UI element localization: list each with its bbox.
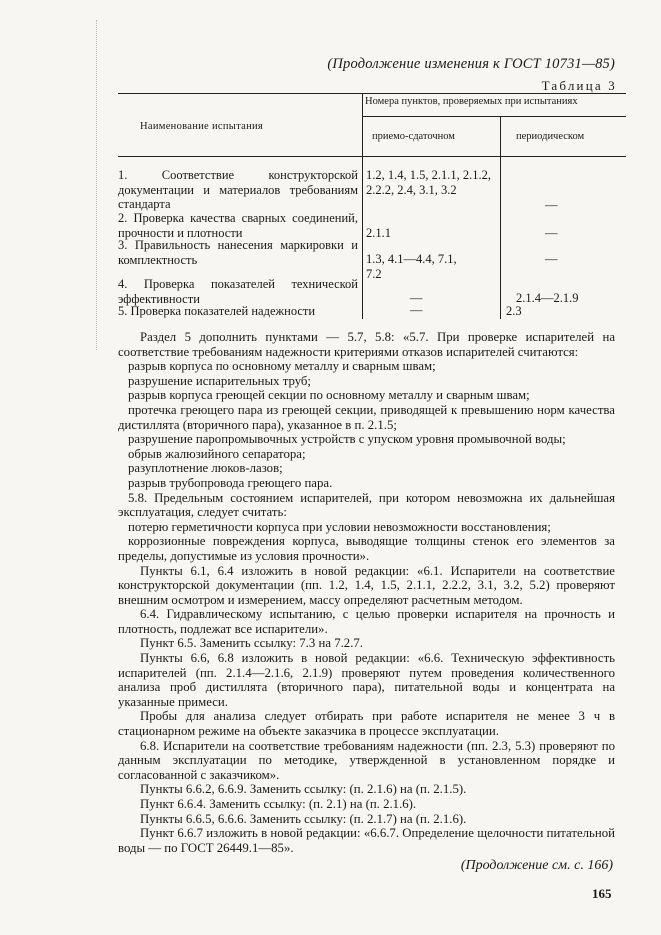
paragraph: разрыв корпуса по основному металлу и сварным швам; [128,359,436,374]
continuation-header: (Продолжение изменения к ГОСТ 10731—85) [327,56,615,72]
continuation-footer: (Продолжение см. с. 166) [460,858,613,873]
paragraph: 6.8. Испарители на соответствие требованиям надежности (пп. 2.3, 5.3) проверяют по данным эксплуатации по методике, утвержденной в установленном порядке и согласованной с заказчиком». [118,738,615,782]
paragraph: разрыв корпуса греющей секции по основному металлу и сварным швам; [128,388,530,403]
table-row-name: 5. Проверка показателей надежности [118,304,316,318]
paragraph: Пункт 6.6.7 изложить в новой редакции: «6.6.7. Определение щелочности питательной воды — по ГОСТ 26449.1—85». [118,826,615,855]
table-label: Таблица 3 [541,78,617,93]
table-row-name: 1. Соответствие конструкторской документации и материалов требованиям стандарта [118,168,358,211]
table-header-rule [118,156,626,157]
paragraph: Пробы для анализа следует отбирать при работе испарителя не менее 3 ч в стационарном режиме на объекте заказчика в процессе эксплуатации. [118,709,615,739]
paragraph: протечка греющего пара из греющей секции, приводящей к превышению норм качества дистиллята (вторичного пара), указанное в п. 2.1.5; [118,402,615,432]
table-cell-acceptance: 1.2, 1.4, 1.5, 2.1.1, 2.1.2, 2.2.2, 2.4, 3.1, 3.2 [366,168,491,197]
paragraph: Пункты 6.6, 6.8 изложить в новой редакции: «6.6. Техническую эффективность испарителей (пп. 2.1.4—2.1.6, 2.1.9) проверяют путем проведения количественного анализа проб дистиллята (вторичного пара), питательной воды и концентрата на указанные примеси. [118,651,615,709]
paragraph: обрыв жалюзийного сепаратора; [128,446,306,461]
page-number: 165 [592,886,612,901]
paragraph: Пункты 6.6.2, 6.6.9. Заменить ссылку: (п. 2.1.6) на (п. 2.1.5). [140,782,467,797]
table-top-rule [118,93,626,94]
table-header-group: Номера пунктов, проверяемых при испытаниях [365,96,578,107]
paragraph: Раздел 5 дополнить пунктами — 5.7, 5.8: «5.7. При проверке испарителей на соответствие требованиям надежности критериями отказов испарителей считаются: [118,330,615,359]
table-header-periodic: периодическом [516,131,585,142]
table-cell-periodic: 2.1.4—2.1.9 [516,291,579,305]
paragraph: Пункты 6.1, 6.4 изложить в новой редакции: «6.1. Испарители на соответствие конструкторской документации (пп. 1.2, 1.4, 1.5, 2.1.1, 2.2.2, 3.1, 3.2, 5.2) проверяют внешним осмотром и измерением, массу определяют расчетным методом. [118,563,615,607]
table-cell-acceptance: — [410,303,423,317]
table-header-acceptance: приемо-сдаточном [372,131,455,142]
table-column-divider [362,93,363,319]
paragraph: 5.8. Предельным состоянием испарителей, при котором невозможна их дальнейшая эксплуатация, следует считать: [118,490,615,520]
paragraph: 6.4. Гидравлическому испытанию, с целью проверки испарителя на прочность и плотность, подлежат все испарители». [118,607,615,636]
table-cell-periodic: — [545,252,558,266]
table-cell-acceptance: 1.3, 4.1—4.4, 7.1, 7.2 [366,252,457,281]
paragraph: Пункты 6.6.5, 6.6.6. Заменить ссылку: (п. 2.1.7) на (п. 2.1.6). [140,811,467,826]
table-cell-periodic: 2.3 [506,304,522,318]
table-cell-periodic: — [545,226,558,240]
margin-mark [96,20,97,350]
table-cell-acceptance: — [410,291,423,305]
table-subheader-rule [362,116,626,117]
table-cell-periodic: — [545,198,558,212]
paragraph: Пункт 6.5. Заменить ссылку: 7.3 на 7.2.7. [140,636,363,651]
paragraph: разрушение испарительных труб; [128,373,311,388]
paragraph: разуплотнение люков-лазов; [128,461,283,476]
paragraph: разрушение паропромывочных устройств с упуском уровня промывочной воды; [128,432,566,447]
paragraph: разрыв трубопровода греющего пара. [128,475,333,490]
table-row-name: 3. Правильность нанесения маркировки и комплектность [118,238,358,267]
paragraph: Пункт 6.6.4. Заменить ссылку: (п. 2.1) на (п. 2.1.6). [140,797,417,811]
table-cell-acceptance: 2.1.1 [366,226,391,240]
paragraph: потерю герметичности корпуса при условии невозможности восстановления; [128,519,551,534]
paragraph: коррозионные повреждения корпуса, выводящие толщины стенок его элементов за пределы, допустимые из условия прочности». [118,534,615,563]
table-column-divider [500,116,501,319]
table-row-name: 4. Проверка показателей технической эффективности [118,277,358,306]
table-row-name: 2. Проверка качества сварных соединений, прочности и плотности [118,211,358,240]
table-header-name: Наименование испытания [140,121,264,132]
document-body [118,330,615,855]
